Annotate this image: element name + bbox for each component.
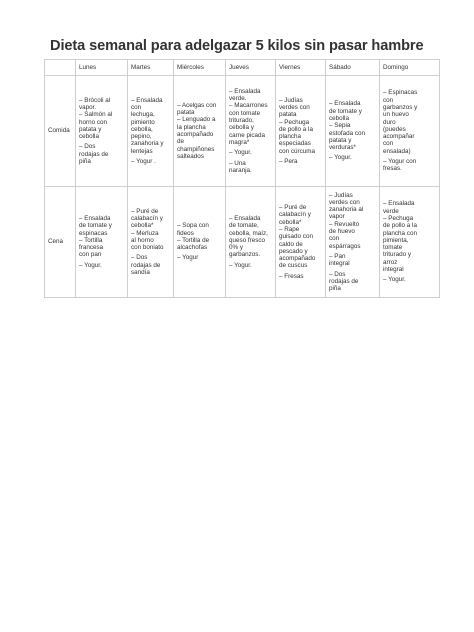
header-day: Sábado xyxy=(326,60,380,76)
meal-item: – Dos rodajas de piña xyxy=(329,270,359,293)
meal-item: – Acelgas con patata – Lenguado a la plancha acompañado de champiñones salteados xyxy=(177,101,217,160)
meal-item: – Brócoli al vapor. – Salmón al horno con patata y cebolla xyxy=(79,96,113,141)
table-cell xyxy=(128,76,174,187)
table-cell xyxy=(276,76,326,187)
header-day: Lunes xyxy=(76,60,128,76)
header-day: Viernes xyxy=(276,60,326,76)
table-cell xyxy=(326,76,380,187)
meal-item: – Ensalada de tomate, cebolla, maíz, queso fresco 0% y garbanzos. xyxy=(229,214,268,259)
page-title: Dieta semanal para adelgazar 5 kilos sin pasar hambre xyxy=(50,38,424,54)
meal-item: – Fresas xyxy=(279,272,304,280)
meal-item: – Yogur. xyxy=(383,276,406,284)
table-cell xyxy=(326,187,380,298)
table-row xyxy=(45,76,440,187)
header-corner xyxy=(45,60,76,76)
table-row xyxy=(45,187,440,298)
meal-item: – Yogur. xyxy=(79,261,102,269)
row-label: Comida xyxy=(45,76,76,187)
meal-item: – Ensalada verde. – Macarrones con tomate triturado, cebolla y carne picada magra* xyxy=(229,87,268,146)
header-day: Miércoles xyxy=(174,60,226,76)
meal-item: – Ensalada verde – Pechuga de pollo a la plancha con pimienta, tomate triturado y arroz integral xyxy=(383,200,417,274)
table-cell xyxy=(128,187,174,298)
table-cell xyxy=(76,187,128,298)
meal-item: – Pan integral xyxy=(329,252,350,268)
header-day: Martes xyxy=(128,60,174,76)
meal-item: – Una naranja. xyxy=(229,159,252,174)
meal-item: – Pera xyxy=(279,158,298,166)
meal-item: – Yogur . xyxy=(131,158,156,166)
table-cell xyxy=(76,76,128,187)
meal-item: – Ensalada de tomate y cebolla – Sepia estofada con patata y verduras* xyxy=(329,100,366,152)
table-cell xyxy=(174,76,226,187)
table-cell xyxy=(226,76,276,187)
table-header-row xyxy=(45,60,440,76)
meal-item: – Ensalada de tomate y espinacas – Tortilla francesa con pan xyxy=(79,214,112,259)
table-cell xyxy=(380,76,440,187)
meal-item: – Sopa con fideos – Tortilla de alcachofas xyxy=(177,222,210,252)
meal-item: – Yogur xyxy=(177,254,199,262)
header-day: Jueves xyxy=(226,60,276,76)
meal-item: – Puré de calabacín y cebolla* – Rape guisado con caldo de pescado y acompañado de cuscus xyxy=(279,204,316,270)
meal-item: – Dos rodajas de sandía xyxy=(131,254,161,277)
row-label: Cena xyxy=(45,187,76,298)
meal-item: – Yogur. xyxy=(329,154,352,162)
meal-item: – Judías verdes con zanahoria al vapor – Revuelto de huevo con espárragos xyxy=(329,191,364,250)
meal-item: – Puré de calabacín y cebolla* – Merluza al horno con boniato xyxy=(131,207,164,252)
meal-item: – Yogur. xyxy=(229,261,252,269)
table-cell xyxy=(276,187,326,298)
meal-item: – Espinacas con garbanzos y un huevo duro (puedes acompañar con ensalada) xyxy=(383,89,418,155)
meal-item: – Judías verdes con patata – Pechuga de pollo a la plancha especiadas con cúrcuma xyxy=(279,96,316,155)
meal-item: – Ensalada con lechuga, pimiento cebolla, pepino, zanahoria y lentejas xyxy=(131,96,164,155)
meal-item: – Dos rodajas de piña xyxy=(79,143,109,166)
diet-table xyxy=(44,59,440,298)
meal-item: – Yogur. xyxy=(229,149,252,157)
table-cell xyxy=(380,187,440,298)
meal-item: – Yogur con fresas. xyxy=(383,158,417,173)
table-cell xyxy=(226,187,276,298)
header-day: Domingo xyxy=(380,60,440,76)
table-cell xyxy=(174,187,226,298)
